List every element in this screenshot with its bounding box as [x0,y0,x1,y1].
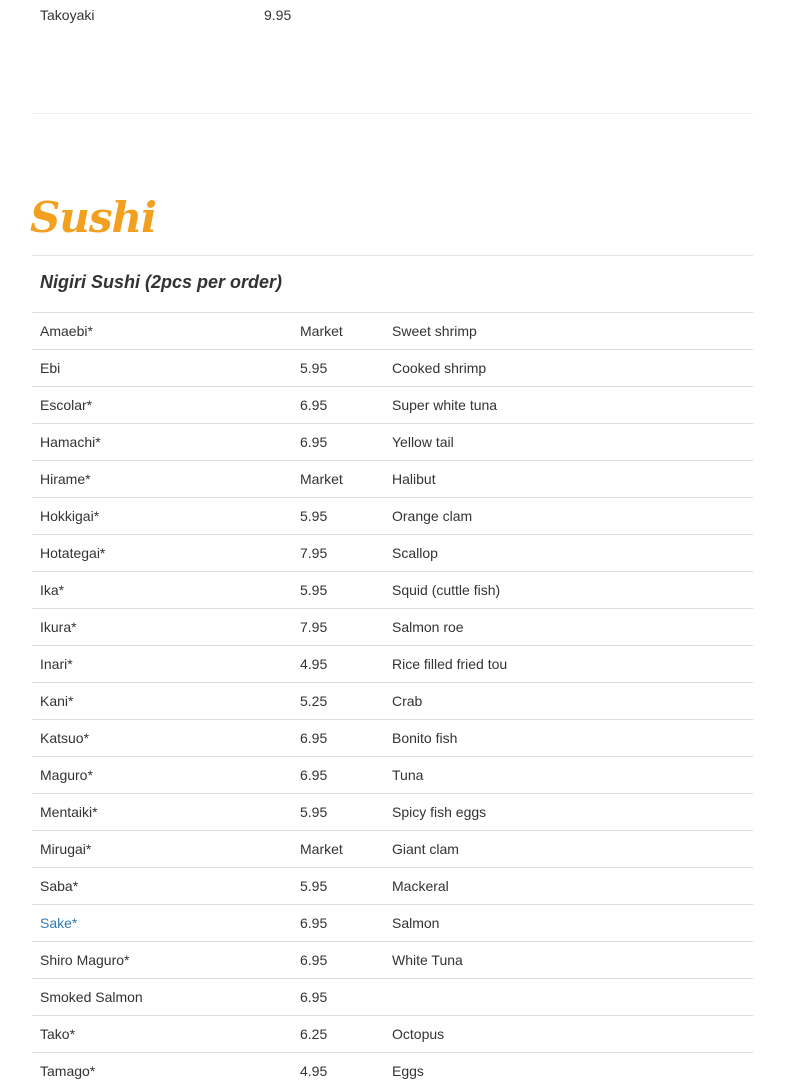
item-price: 4.95 [292,646,384,683]
table-row [32,942,753,979]
item-price: 6.95 [292,720,384,757]
item-price: Market [292,831,384,868]
table-row [32,350,753,387]
table-row [32,979,753,1016]
item-name-cell [32,424,292,461]
table-row [32,757,753,794]
table-row [32,313,753,350]
menu-item-row [32,0,753,30]
item-price: 6.95 [292,757,384,794]
item-description: Crab [384,683,753,720]
item-name-cell [32,350,292,387]
item-name: Mirugai* [40,841,92,857]
item-price: 5.95 [292,868,384,905]
item-name: Inari* [40,656,73,672]
table-row [32,387,753,424]
item-description: Salmon roe [384,609,753,646]
item-name: Ikura* [40,619,77,635]
item-name: Amaebi* [40,323,93,339]
item-description: Yellow tail [384,424,753,461]
item-name-cell [32,572,292,609]
item-name: Hirame* [40,471,91,487]
item-name: Hamachi* [40,434,101,450]
item-name-cell [32,461,292,498]
item-name: Mentaiki* [40,804,98,820]
item-description: Cooked shrimp [384,350,753,387]
item-name-cell [32,794,292,831]
item-description: Squid (cuttle fish) [384,572,753,609]
item-price: 6.95 [292,905,384,942]
item-name-cell [32,646,292,683]
item-name: Maguro* [40,767,93,783]
item-description: Giant clam [384,831,753,868]
item-price: 4.95 [292,1053,384,1090]
item-description: Octopus [384,1016,753,1053]
item-name: Katsuo* [40,730,90,746]
table-row [32,461,753,498]
item-description [384,979,753,1016]
item-price: 5.25 [292,683,384,720]
item-name-link[interactable]: Sake* [40,915,78,931]
item-description: Rice filled fried tou [384,646,753,683]
table-row [32,683,753,720]
item-description: Orange clam [384,498,753,535]
item-name-cell [32,609,292,646]
item-price: Market [292,313,384,350]
item-name: Tako* [40,1026,76,1042]
table-row [32,720,753,757]
item-price: 6.95 [292,942,384,979]
item-description: Salmon [384,905,753,942]
item-name-cell [32,313,292,350]
item-description: Spicy fish eggs [384,794,753,831]
item-name: Smoked Salmon [40,989,143,1005]
table-row [32,498,753,535]
item-name: Takoyaki [40,7,95,23]
item-name-cell [32,683,292,720]
section-rule [32,255,753,256]
item-name: Ika* [40,582,65,598]
item-price: 6.25 [292,1016,384,1053]
section-divider [32,113,753,114]
item-name: Escolar* [40,397,93,413]
table-row [32,794,753,831]
subsection-title: Nigiri Sushi (2pcs per order) [40,272,283,292]
table-row [32,535,753,572]
item-name: Ebi [40,360,61,376]
item-name-cell [32,535,292,572]
item-name-cell [32,498,292,535]
item-name-cell [32,868,292,905]
item-description: Tuna [384,757,753,794]
item-description: Super white tuna [384,387,753,424]
table-row [32,609,753,646]
item-price: 6.95 [292,979,384,1016]
item-description: Bonito fish [384,720,753,757]
section-title: Sushi [30,193,157,242]
item-price: Market [292,461,384,498]
item-price: 7.95 [292,609,384,646]
item-description: Mackeral [384,868,753,905]
item-name: Hokkigai* [40,508,100,524]
table-row [32,905,753,942]
menu-table [32,312,753,1090]
item-name-cell [32,942,292,979]
item-price: 5.95 [292,572,384,609]
item-name-cell [32,387,292,424]
item-name: Hotategai* [40,545,106,561]
item-price: 5.95 [292,350,384,387]
item-price: 6.95 [292,424,384,461]
item-name-cell [32,905,292,942]
table-row [32,868,753,905]
item-description: Eggs [384,1053,753,1090]
table-row [32,1016,753,1053]
item-name-cell [32,831,292,868]
table-row [32,424,753,461]
item-price: 7.95 [292,535,384,572]
item-price: 5.95 [292,794,384,831]
item-name: Kani* [40,693,74,709]
item-price: 6.95 [292,387,384,424]
table-row [32,646,753,683]
item-name-cell [32,979,292,1016]
item-name: Tamago* [40,1063,96,1080]
item-price: 5.95 [292,498,384,535]
item-name-cell [32,720,292,757]
item-name: Saba* [40,878,79,894]
item-description: White Tuna [384,942,753,979]
item-description: Sweet shrimp [384,313,753,350]
item-name: Shiro Maguro* [40,952,130,968]
table-row [32,1053,753,1090]
item-name-cell [32,757,292,794]
item-name-cell [32,1016,292,1053]
table-row [32,572,753,609]
table-row [32,831,753,868]
item-description: Halibut [384,461,753,498]
item-price: 9.95 [264,7,292,23]
item-name-cell [32,1053,292,1090]
item-description: Scallop [384,535,753,572]
